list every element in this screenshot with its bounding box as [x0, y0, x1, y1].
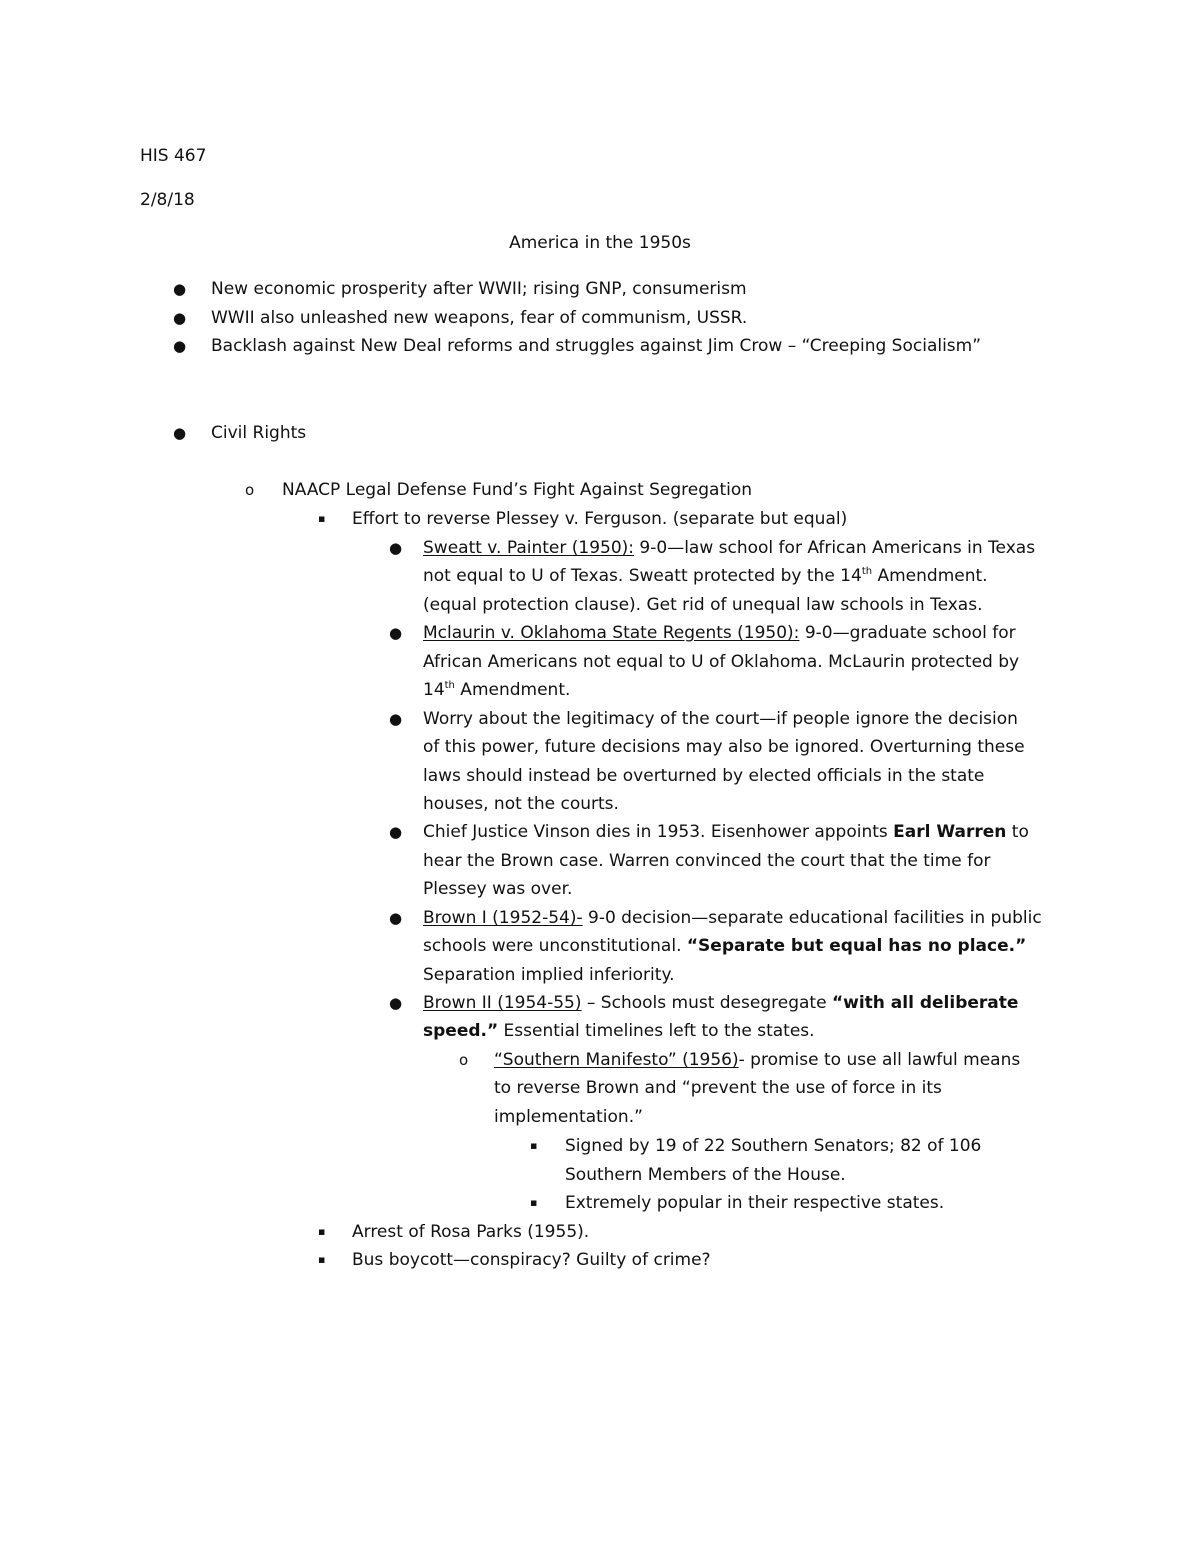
manifesto-line-1: “Southern Manifesto” (1956)- promise to use all lawful means: [494, 1050, 1021, 1070]
civil-rights-heading: Civil Rights: [211, 423, 307, 443]
disc-bullet: ●: [173, 337, 187, 355]
worry-line-1: Worry about the legitimacy of the court—if people ignore the decision: [423, 709, 1018, 729]
square-bullet: ▪: [530, 1196, 538, 1209]
square-bullet: ▪: [318, 512, 326, 525]
vinson-line-3: Plessey was over.: [423, 879, 573, 899]
vinson-line-1: Chief Justice Vinson dies in 1953. Eisenhower appoints Earl Warren to: [423, 822, 1029, 842]
disc-bullet: ●: [173, 309, 187, 327]
rosa-parks-item: Arrest of Rosa Parks (1955).: [352, 1222, 590, 1242]
square-bullet: ▪: [318, 1225, 326, 1238]
signed-line-2: Southern Members of the House.: [565, 1165, 846, 1185]
brown1-case-name: Brown I (1952-54)-: [423, 908, 583, 928]
brown1-line-1: Brown I (1952-54)- 9-0 decision—separate educational facilities in public: [423, 908, 1042, 928]
vinson-line-2: hear the Brown case. Warren convinced the court that the time for: [423, 851, 991, 871]
disc-bullet: ●: [389, 994, 403, 1012]
disc-bullet: ●: [173, 280, 187, 298]
manifesto-case-name: “Southern Manifesto” (1956): [494, 1050, 739, 1070]
signed-line-1: Signed by 19 of 22 Southern Senators; 82 of 106: [565, 1136, 982, 1156]
brown2-line-2: speed.” Essential timelines left to the states.: [423, 1021, 815, 1041]
disc-bullet: ●: [389, 909, 403, 927]
worry-line-3: laws should instead be overturned by elected officials in the state: [423, 766, 985, 786]
mclaurin-line-1: Mclaurin v. Oklahoma State Regents (1950): 9-0—graduate school for: [423, 623, 1016, 643]
sweatt-case-name: Sweatt v. Painter (1950):: [423, 538, 635, 558]
square-bullet: ▪: [530, 1139, 538, 1152]
date: 2/8/18: [140, 190, 195, 210]
disc-bullet: ●: [389, 823, 403, 841]
worry-line-2: of this power, future decisions may also be ignored. Overturning these: [423, 737, 1025, 757]
bus-boycott-item: Bus boycott—conspiracy? Guilty of crime?: [352, 1250, 711, 1270]
intro-item-2: WWII also unleashed new weapons, fear of communism, USSR.: [211, 308, 748, 328]
course-code: HIS 467: [140, 146, 207, 166]
disc-bullet: ●: [389, 539, 403, 557]
mclaurin-line-3: 14th Amendment.: [423, 680, 571, 700]
circle-bullet: o: [459, 1051, 469, 1069]
brown1-line-3: Separation implied inferiority.: [423, 965, 675, 985]
sweatt-line-2: not equal to U of Texas. Sweatt protected by the 14th Amendment.: [423, 566, 988, 586]
intro-item-3: Backlash against New Deal reforms and struggles against Jim Crow – “Creeping Socialism”: [211, 336, 982, 356]
worry-line-4: houses, not the courts.: [423, 794, 619, 814]
disc-bullet: ●: [389, 624, 403, 642]
sweatt-line-1: Sweatt v. Painter (1950): 9-0—law school for African Americans in Texas: [423, 538, 1036, 558]
mclaurin-case-name: Mclaurin v. Oklahoma State Regents (1950):: [423, 623, 800, 643]
manifesto-line-3: implementation.”: [494, 1107, 643, 1127]
page-title: America in the 1950s: [509, 233, 691, 253]
manifesto-line-2: to reverse Brown and “prevent the use of force in its: [494, 1078, 942, 1098]
mclaurin-line-2: African Americans not equal to U of Oklahoma. McLaurin protected by: [423, 652, 1020, 672]
intro-item-1: New economic prosperity after WWII; rising GNP, consumerism: [211, 279, 747, 299]
circle-bullet: o: [245, 481, 255, 499]
effort-item: Effort to reverse Plessey v. Ferguson. (separate but equal): [352, 509, 848, 529]
brown2-line-1: Brown II (1954-55) – Schools must desegregate “with all deliberate: [423, 993, 1019, 1013]
disc-bullet: ●: [173, 424, 187, 442]
brown1-line-2: schools were unconstitutional. “Separate but equal has no place.”: [423, 936, 1027, 956]
disc-bullet: ●: [389, 710, 403, 728]
brown2-case-name: Brown II (1954-55): [423, 993, 582, 1013]
popular-item: Extremely popular in their respective states.: [565, 1193, 945, 1213]
sweatt-line-3: (equal protection clause). Get rid of unequal law schools in Texas.: [423, 595, 983, 615]
naacp-heading: NAACP Legal Defense Fund’s Fight Against Segregation: [282, 480, 753, 500]
square-bullet: ▪: [318, 1253, 326, 1266]
